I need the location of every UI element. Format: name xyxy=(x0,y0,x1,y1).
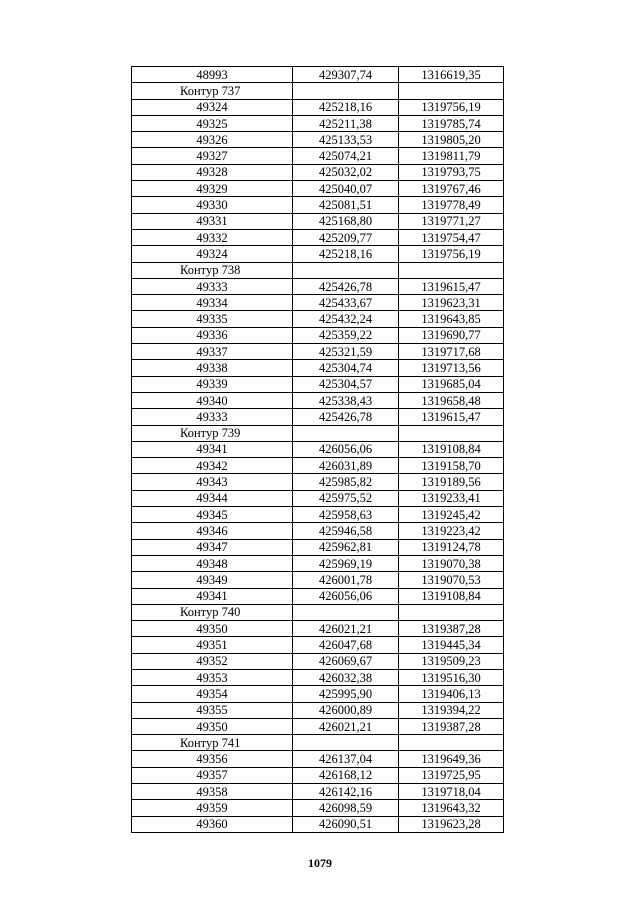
contour-label: Контур 739 xyxy=(132,425,293,441)
y-coordinate-cell: 1319658,48 xyxy=(399,392,504,408)
y-coordinate-cell: 1319778,49 xyxy=(399,197,504,213)
table-row xyxy=(132,816,504,832)
y-coordinate-cell: 1319223,42 xyxy=(399,523,504,539)
y-coordinate-cell: 1319713,56 xyxy=(399,360,504,376)
x-coordinate-cell: 425304,74 xyxy=(293,360,399,376)
contour-label: Контур 740 xyxy=(132,604,293,620)
point-id-cell: 49333 xyxy=(132,409,293,425)
y-coordinate-cell: 1319793,75 xyxy=(399,164,504,180)
contour-header-row xyxy=(132,83,504,99)
x-coordinate-cell: 426001,78 xyxy=(293,572,399,588)
point-id-cell: 49332 xyxy=(132,229,293,245)
y-coordinate-cell: 1319387,28 xyxy=(399,621,504,637)
contour-label: Контур 737 xyxy=(132,83,293,99)
x-coordinate-cell: 426047,68 xyxy=(293,637,399,653)
table-row xyxy=(132,539,504,555)
y-coordinate-cell: 1319387,28 xyxy=(399,718,504,734)
point-id-cell: 49331 xyxy=(132,213,293,229)
point-id-cell: 49347 xyxy=(132,539,293,555)
point-id-cell: 49335 xyxy=(132,311,293,327)
x-coordinate-cell: 429307,74 xyxy=(293,67,399,83)
empty-cell xyxy=(293,604,399,620)
y-coordinate-cell: 1319615,47 xyxy=(399,278,504,294)
point-id-cell: 49340 xyxy=(132,392,293,408)
empty-cell xyxy=(399,604,504,620)
y-coordinate-cell: 1319649,36 xyxy=(399,751,504,767)
table-row xyxy=(132,767,504,783)
table-row xyxy=(132,621,504,637)
table-row xyxy=(132,344,504,360)
x-coordinate-cell: 425958,63 xyxy=(293,507,399,523)
table-row xyxy=(132,67,504,83)
y-coordinate-cell: 1319725,95 xyxy=(399,767,504,783)
table-row xyxy=(132,474,504,490)
empty-cell xyxy=(293,83,399,99)
table-row xyxy=(132,181,504,197)
x-coordinate-cell: 426056,06 xyxy=(293,441,399,457)
point-id-cell: 49355 xyxy=(132,702,293,718)
y-coordinate-cell: 1319615,47 xyxy=(399,409,504,425)
coordinates-table-body xyxy=(132,67,504,833)
table-row xyxy=(132,278,504,294)
point-id-cell: 49360 xyxy=(132,816,293,832)
table-row xyxy=(132,686,504,702)
table-row xyxy=(132,213,504,229)
x-coordinate-cell: 425133,53 xyxy=(293,132,399,148)
point-id-cell: 49358 xyxy=(132,784,293,800)
x-coordinate-cell: 425321,59 xyxy=(293,344,399,360)
x-coordinate-cell: 426090,51 xyxy=(293,816,399,832)
table-row xyxy=(132,702,504,718)
table-row xyxy=(132,490,504,506)
contour-header-row xyxy=(132,604,504,620)
point-id-cell: 49328 xyxy=(132,164,293,180)
x-coordinate-cell: 425962,81 xyxy=(293,539,399,555)
x-coordinate-cell: 425426,78 xyxy=(293,278,399,294)
point-id-cell: 49326 xyxy=(132,132,293,148)
table-row xyxy=(132,115,504,131)
table-row xyxy=(132,246,504,262)
point-id-cell: 49350 xyxy=(132,621,293,637)
x-coordinate-cell: 425359,22 xyxy=(293,327,399,343)
coordinates-table xyxy=(131,66,504,833)
point-id-cell: 49333 xyxy=(132,278,293,294)
x-coordinate-cell: 426021,21 xyxy=(293,621,399,637)
point-id-cell: 49325 xyxy=(132,115,293,131)
point-id-cell: 49327 xyxy=(132,148,293,164)
y-coordinate-cell: 1319124,78 xyxy=(399,539,504,555)
x-coordinate-cell: 426142,16 xyxy=(293,784,399,800)
contour-header-row xyxy=(132,735,504,751)
x-coordinate-cell: 425433,67 xyxy=(293,295,399,311)
point-id-cell: 49351 xyxy=(132,637,293,653)
y-coordinate-cell: 1319756,19 xyxy=(399,99,504,115)
x-coordinate-cell: 425426,78 xyxy=(293,409,399,425)
x-coordinate-cell: 425218,16 xyxy=(293,99,399,115)
table-row xyxy=(132,523,504,539)
table-row xyxy=(132,164,504,180)
table-row xyxy=(132,441,504,457)
table-row xyxy=(132,637,504,653)
x-coordinate-cell: 425969,19 xyxy=(293,555,399,571)
point-id-cell: 49341 xyxy=(132,588,293,604)
table-row xyxy=(132,718,504,734)
table-row xyxy=(132,588,504,604)
table-row xyxy=(132,132,504,148)
x-coordinate-cell: 425168,80 xyxy=(293,213,399,229)
page-number: 1079 xyxy=(308,856,332,870)
x-coordinate-cell: 425040,07 xyxy=(293,181,399,197)
y-coordinate-cell: 1319717,68 xyxy=(399,344,504,360)
y-coordinate-cell: 1319108,84 xyxy=(399,441,504,457)
x-coordinate-cell: 425946,58 xyxy=(293,523,399,539)
point-id-cell: 49354 xyxy=(132,686,293,702)
empty-cell xyxy=(399,83,504,99)
table-row xyxy=(132,751,504,767)
y-coordinate-cell: 1319623,31 xyxy=(399,295,504,311)
empty-cell xyxy=(293,425,399,441)
point-id-cell: 49349 xyxy=(132,572,293,588)
point-id-cell: 49352 xyxy=(132,653,293,669)
empty-cell xyxy=(293,262,399,278)
y-coordinate-cell: 1319690,77 xyxy=(399,327,504,343)
point-id-cell: 49348 xyxy=(132,555,293,571)
table-row xyxy=(132,360,504,376)
table-row xyxy=(132,229,504,245)
point-id-cell: 49345 xyxy=(132,507,293,523)
table-row xyxy=(132,572,504,588)
point-id-cell: 49330 xyxy=(132,197,293,213)
empty-cell xyxy=(399,735,504,751)
x-coordinate-cell: 426168,12 xyxy=(293,767,399,783)
x-coordinate-cell: 426032,38 xyxy=(293,669,399,685)
table-row xyxy=(132,392,504,408)
point-id-cell: 49337 xyxy=(132,344,293,360)
y-coordinate-cell: 1319811,79 xyxy=(399,148,504,164)
table-row xyxy=(132,327,504,343)
x-coordinate-cell: 425995,90 xyxy=(293,686,399,702)
x-coordinate-cell: 425081,51 xyxy=(293,197,399,213)
empty-cell xyxy=(399,425,504,441)
x-coordinate-cell: 426056,06 xyxy=(293,588,399,604)
x-coordinate-cell: 425218,16 xyxy=(293,246,399,262)
y-coordinate-cell: 1319406,13 xyxy=(399,686,504,702)
point-id-cell: 49338 xyxy=(132,360,293,376)
empty-cell xyxy=(293,735,399,751)
table-row xyxy=(132,197,504,213)
x-coordinate-cell: 426031,89 xyxy=(293,458,399,474)
y-coordinate-cell: 1319233,41 xyxy=(399,490,504,506)
point-id-cell: 49357 xyxy=(132,767,293,783)
x-coordinate-cell: 425304,57 xyxy=(293,376,399,392)
y-coordinate-cell: 1319509,23 xyxy=(399,653,504,669)
point-id-cell: 49359 xyxy=(132,800,293,816)
contour-header-row xyxy=(132,262,504,278)
y-coordinate-cell: 1319685,04 xyxy=(399,376,504,392)
table-row xyxy=(132,507,504,523)
table-row xyxy=(132,409,504,425)
y-coordinate-cell: 1319771,27 xyxy=(399,213,504,229)
y-coordinate-cell: 1319070,53 xyxy=(399,572,504,588)
x-coordinate-cell: 425975,52 xyxy=(293,490,399,506)
point-id-cell: 49356 xyxy=(132,751,293,767)
table-row xyxy=(132,376,504,392)
point-id-cell: 49329 xyxy=(132,181,293,197)
x-coordinate-cell: 426021,21 xyxy=(293,718,399,734)
point-id-cell: 49334 xyxy=(132,295,293,311)
point-id-cell: 49350 xyxy=(132,718,293,734)
x-coordinate-cell: 425985,82 xyxy=(293,474,399,490)
point-id-cell: 49341 xyxy=(132,441,293,457)
x-coordinate-cell: 425074,21 xyxy=(293,148,399,164)
point-id-cell: 49342 xyxy=(132,458,293,474)
y-coordinate-cell: 1319245,42 xyxy=(399,507,504,523)
contour-label: Контур 738 xyxy=(132,262,293,278)
x-coordinate-cell: 425338,43 xyxy=(293,392,399,408)
x-coordinate-cell: 425211,38 xyxy=(293,115,399,131)
point-id-cell: 49346 xyxy=(132,523,293,539)
point-id-cell: 48993 xyxy=(132,67,293,83)
y-coordinate-cell: 1319767,46 xyxy=(399,181,504,197)
x-coordinate-cell: 426069,67 xyxy=(293,653,399,669)
x-coordinate-cell: 425209,77 xyxy=(293,229,399,245)
table-row xyxy=(132,458,504,474)
y-coordinate-cell: 1319070,38 xyxy=(399,555,504,571)
point-id-cell: 49339 xyxy=(132,376,293,392)
y-coordinate-cell: 1319108,84 xyxy=(399,588,504,604)
y-coordinate-cell: 1319756,19 xyxy=(399,246,504,262)
y-coordinate-cell: 1319158,70 xyxy=(399,458,504,474)
table-row xyxy=(132,311,504,327)
point-id-cell: 49343 xyxy=(132,474,293,490)
x-coordinate-cell: 426098,59 xyxy=(293,800,399,816)
y-coordinate-cell: 1319643,32 xyxy=(399,800,504,816)
table-row xyxy=(132,653,504,669)
point-id-cell: 49344 xyxy=(132,490,293,506)
y-coordinate-cell: 1319623,28 xyxy=(399,816,504,832)
contour-label: Контур 741 xyxy=(132,735,293,751)
y-coordinate-cell: 1319516,30 xyxy=(399,669,504,685)
point-id-cell: 49353 xyxy=(132,669,293,685)
table-row xyxy=(132,148,504,164)
y-coordinate-cell: 1319785,74 xyxy=(399,115,504,131)
x-coordinate-cell: 425032,02 xyxy=(293,164,399,180)
y-coordinate-cell: 1319189,56 xyxy=(399,474,504,490)
table-row xyxy=(132,784,504,800)
y-coordinate-cell: 1319445,34 xyxy=(399,637,504,653)
x-coordinate-cell: 426000,89 xyxy=(293,702,399,718)
y-coordinate-cell: 1319718,04 xyxy=(399,784,504,800)
contour-header-row xyxy=(132,425,504,441)
point-id-cell: 49336 xyxy=(132,327,293,343)
empty-cell xyxy=(399,262,504,278)
y-coordinate-cell: 1319394,22 xyxy=(399,702,504,718)
table-row xyxy=(132,669,504,685)
table-row xyxy=(132,99,504,115)
y-coordinate-cell: 1316619,35 xyxy=(399,67,504,83)
table-row xyxy=(132,555,504,571)
x-coordinate-cell: 425432,24 xyxy=(293,311,399,327)
y-coordinate-cell: 1319805,20 xyxy=(399,132,504,148)
table-row xyxy=(132,295,504,311)
y-coordinate-cell: 1319643,85 xyxy=(399,311,504,327)
y-coordinate-cell: 1319754,47 xyxy=(399,229,504,245)
x-coordinate-cell: 426137,04 xyxy=(293,751,399,767)
point-id-cell: 49324 xyxy=(132,99,293,115)
table-row xyxy=(132,800,504,816)
point-id-cell: 49324 xyxy=(132,246,293,262)
